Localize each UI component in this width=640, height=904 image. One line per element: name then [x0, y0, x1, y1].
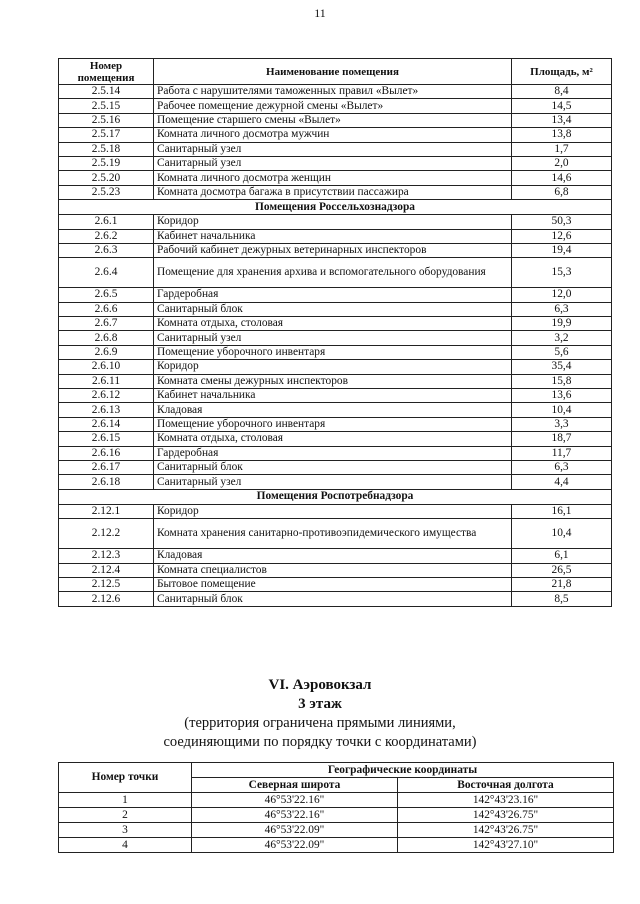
table-row — [59, 156, 612, 170]
table-row — [59, 288, 612, 302]
room-name: Гардеробная — [154, 446, 512, 460]
header-room-name: Наименование помещения — [154, 59, 512, 85]
room-area: 26,5 — [512, 563, 612, 577]
point-number: 2 — [59, 808, 192, 823]
header-point-number: Номер точки — [59, 763, 192, 793]
room-area: 19,4 — [512, 243, 612, 257]
room-name: Кабинет начальника — [154, 229, 512, 243]
room-number: 2.6.4 — [59, 258, 154, 288]
point-number: 3 — [59, 823, 192, 838]
room-area: 12,6 — [512, 229, 612, 243]
room-number: 2.6.16 — [59, 446, 154, 460]
table-row — [59, 317, 612, 331]
table-row — [59, 113, 612, 127]
room-name: Помещение уборочного инвентаря — [154, 345, 512, 359]
room-name: Коридор — [154, 360, 512, 374]
room-name: Санитарный блок — [154, 592, 512, 606]
table-row — [59, 592, 612, 606]
rooms-table — [58, 58, 612, 607]
room-number: 2.6.11 — [59, 374, 154, 388]
table-row — [59, 417, 612, 431]
table-row — [59, 374, 612, 388]
table-row — [59, 360, 612, 374]
room-number: 2.6.5 — [59, 288, 154, 302]
table-row — [59, 185, 612, 199]
room-name: Комната специалистов — [154, 563, 512, 577]
room-area: 13,8 — [512, 128, 612, 142]
section-row — [59, 489, 612, 504]
room-area: 13,4 — [512, 113, 612, 127]
room-number: 2.6.17 — [59, 460, 154, 474]
table-row — [59, 243, 612, 257]
room-number: 2.5.17 — [59, 128, 154, 142]
room-area: 16,1 — [512, 504, 612, 518]
room-area: 14,5 — [512, 99, 612, 113]
room-name: Помещение для хранения архива и вспомогательного оборудования — [154, 258, 512, 288]
table-row — [59, 519, 612, 549]
room-number: 2.5.18 — [59, 142, 154, 156]
room-number: 2.12.1 — [59, 504, 154, 518]
table-row — [59, 808, 614, 823]
room-name: Санитарный узел — [154, 156, 512, 170]
table-row — [59, 171, 612, 185]
header-longitude: Восточная долгота — [398, 778, 614, 793]
room-number: 2.6.9 — [59, 345, 154, 359]
table-row — [59, 258, 612, 288]
room-area: 12,0 — [512, 288, 612, 302]
point-latitude: 46°53'22.16" — [192, 808, 398, 823]
room-name: Санитарный блок — [154, 460, 512, 474]
room-area: 13,6 — [512, 389, 612, 403]
table-row — [59, 389, 612, 403]
table-row — [59, 549, 612, 563]
room-number: 2.6.3 — [59, 243, 154, 257]
table-row — [59, 563, 612, 577]
room-number: 2.5.16 — [59, 113, 154, 127]
point-latitude: 46°53'22.09" — [192, 823, 398, 838]
table-row — [59, 793, 614, 808]
territory-note-line-1: (территория ограничена прямыми линиями, — [184, 715, 456, 731]
room-name: Коридор — [154, 504, 512, 518]
table-row — [59, 475, 612, 489]
room-area: 8,4 — [512, 85, 612, 99]
room-name: Помещение старшего смены «Вылет» — [154, 113, 512, 127]
table-row — [59, 403, 612, 417]
room-name: Комната смены дежурных инспекторов — [154, 374, 512, 388]
table-row — [59, 838, 614, 853]
header-room-number: Номер помещения — [59, 59, 154, 85]
room-number: 2.6.2 — [59, 229, 154, 243]
room-area: 18,7 — [512, 432, 612, 446]
floor-label: 3 этаж — [298, 696, 342, 712]
section-heading-cell: Помещения Россельхознадзора — [59, 200, 612, 215]
room-name: Санитарный блок — [154, 302, 512, 316]
room-area: 50,3 — [512, 215, 612, 229]
room-area: 35,4 — [512, 360, 612, 374]
room-name: Санитарный узел — [154, 475, 512, 489]
room-number: 2.5.15 — [59, 99, 154, 113]
table-row — [59, 215, 612, 229]
room-area: 5,6 — [512, 345, 612, 359]
room-number: 2.12.5 — [59, 577, 154, 591]
coordinates-table — [58, 762, 614, 853]
room-name: Комната хранения санитарно-противоэпидемического имущества — [154, 519, 512, 549]
table-row — [59, 345, 612, 359]
point-number: 4 — [59, 838, 192, 853]
rooms-table-header — [59, 59, 612, 85]
header-geo-coordinates: Географические координаты — [192, 763, 614, 778]
room-name: Санитарный узел — [154, 142, 512, 156]
room-name: Кладовая — [154, 403, 512, 417]
room-name: Кладовая — [154, 549, 512, 563]
room-area: 8,5 — [512, 592, 612, 606]
header-latitude: Северная широта — [192, 778, 398, 793]
room-number: 2.6.8 — [59, 331, 154, 345]
room-number: 2.6.12 — [59, 389, 154, 403]
room-name: Работа с нарушителями таможенных правил «Вылет» — [154, 85, 512, 99]
room-area: 10,4 — [512, 519, 612, 549]
point-longitude: 142°43'27.10" — [398, 838, 614, 853]
room-number: 2.5.14 — [59, 85, 154, 99]
table-row — [59, 142, 612, 156]
table-row — [59, 302, 612, 316]
table-row — [59, 577, 612, 591]
territory-note-line-2: соединяющими по порядку точки с координатами) — [163, 734, 477, 750]
room-number: 2.5.19 — [59, 156, 154, 170]
section-heading — [0, 676, 640, 752]
room-name: Санитарный узел — [154, 331, 512, 345]
table-row — [59, 823, 614, 838]
room-area: 3,2 — [512, 331, 612, 345]
room-number: 2.6.7 — [59, 317, 154, 331]
room-number: 2.6.14 — [59, 417, 154, 431]
table-row — [59, 229, 612, 243]
point-longitude: 142°43'23.16" — [398, 793, 614, 808]
point-number: 1 — [59, 793, 192, 808]
room-area: 10,4 — [512, 403, 612, 417]
room-area: 15,3 — [512, 258, 612, 288]
room-name: Бытовое помещение — [154, 577, 512, 591]
room-name: Комната личного досмотра мужчин — [154, 128, 512, 142]
room-name: Комната досмотра багажа в присутствии пассажира — [154, 185, 512, 199]
table-row — [59, 99, 612, 113]
room-name: Комната отдыха, столовая — [154, 317, 512, 331]
room-number: 2.6.6 — [59, 302, 154, 316]
section-heading-cell: Помещения Роспотребнадзора — [59, 489, 612, 504]
room-area: 2,0 — [512, 156, 612, 170]
room-number: 2.5.23 — [59, 185, 154, 199]
room-area: 6,1 — [512, 549, 612, 563]
room-number: 2.12.2 — [59, 519, 154, 549]
room-area: 3,3 — [512, 417, 612, 431]
room-area: 6,3 — [512, 302, 612, 316]
room-area: 21,8 — [512, 577, 612, 591]
room-area: 14,6 — [512, 171, 612, 185]
room-number: 2.6.18 — [59, 475, 154, 489]
room-name: Кабинет начальника — [154, 389, 512, 403]
room-name: Помещение уборочного инвентаря — [154, 417, 512, 431]
room-number: 2.5.20 — [59, 171, 154, 185]
table-row — [59, 128, 612, 142]
room-number: 2.6.15 — [59, 432, 154, 446]
header-room-area: Площадь, м² — [512, 59, 612, 85]
room-area: 4,4 — [512, 475, 612, 489]
table-row — [59, 331, 612, 345]
table-row — [59, 446, 612, 460]
room-name: Комната отдыха, столовая — [154, 432, 512, 446]
point-longitude: 142°43'26.75" — [398, 823, 614, 838]
section-row — [59, 200, 612, 215]
room-name: Коридор — [154, 215, 512, 229]
table-row — [59, 85, 612, 99]
room-number: 2.6.1 — [59, 215, 154, 229]
room-area: 6,8 — [512, 185, 612, 199]
table-row — [59, 432, 612, 446]
room-name: Комната личного досмотра женщин — [154, 171, 512, 185]
page-number: 11 — [314, 6, 326, 20]
room-area: 6,3 — [512, 460, 612, 474]
point-latitude: 46°53'22.09" — [192, 838, 398, 853]
room-number: 2.12.4 — [59, 563, 154, 577]
room-name: Рабочее помещение дежурной смены «Вылет» — [154, 99, 512, 113]
room-number: 2.6.13 — [59, 403, 154, 417]
room-number: 2.12.3 — [59, 549, 154, 563]
room-area: 19,9 — [512, 317, 612, 331]
room-number: 2.12.6 — [59, 592, 154, 606]
room-area: 11,7 — [512, 446, 612, 460]
room-name: Гардеробная — [154, 288, 512, 302]
section-title: VI. Аэровокзал — [268, 677, 372, 693]
table-row — [59, 504, 612, 518]
room-area: 1,7 — [512, 142, 612, 156]
table-row — [59, 460, 612, 474]
room-area: 15,8 — [512, 374, 612, 388]
point-latitude: 46°53'22.16" — [192, 793, 398, 808]
room-name: Рабочий кабинет дежурных ветеринарных инспекторов — [154, 243, 512, 257]
point-longitude: 142°43'26.75" — [398, 808, 614, 823]
room-number: 2.6.10 — [59, 360, 154, 374]
